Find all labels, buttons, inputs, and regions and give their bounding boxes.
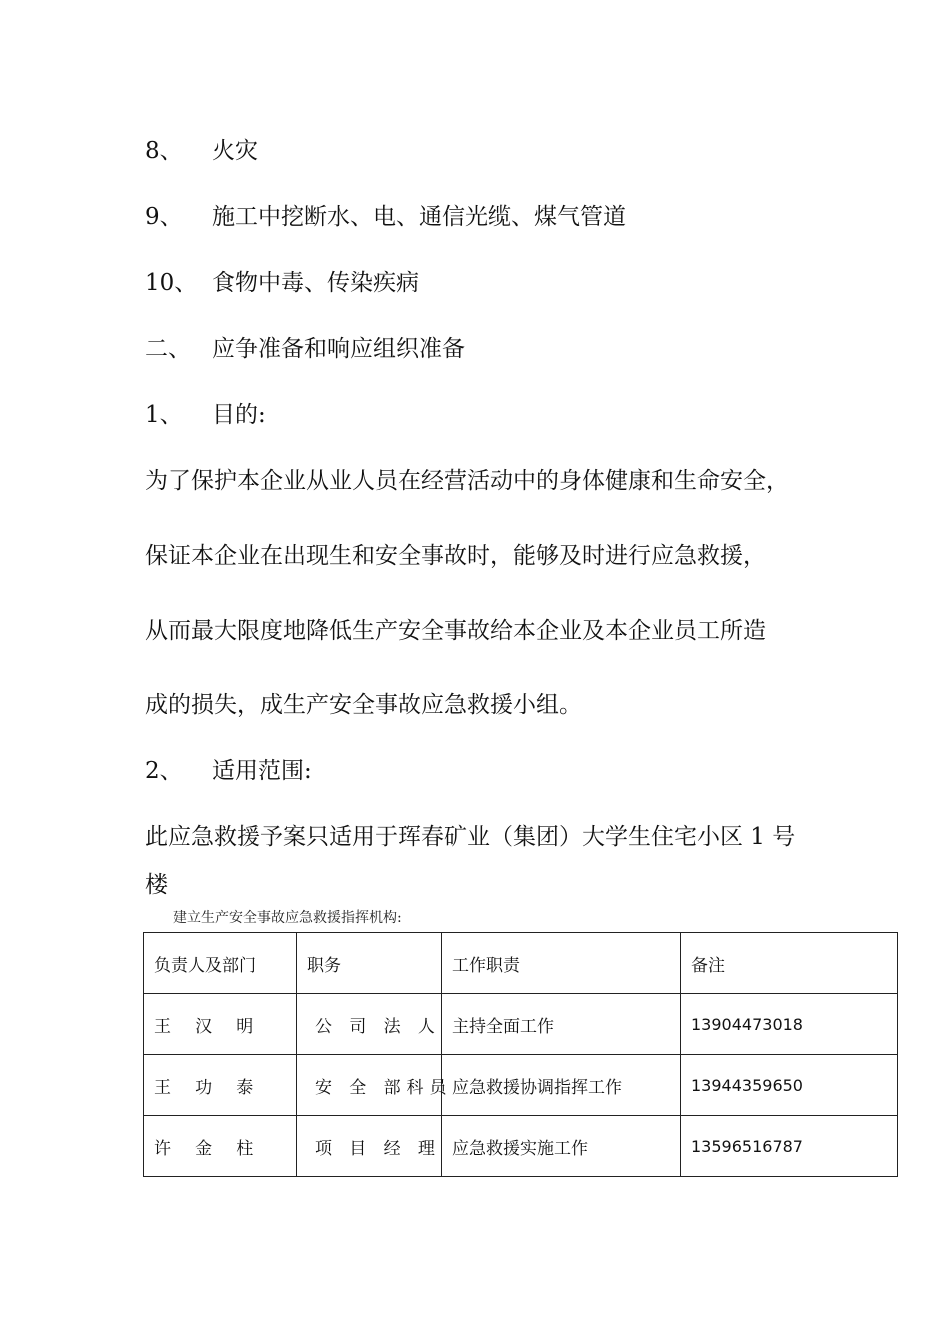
list-number: 9、 xyxy=(145,204,183,230)
command-structure-table xyxy=(143,932,898,1177)
list-number: 8、 xyxy=(145,138,183,164)
subheading-number: 2、 xyxy=(145,758,183,784)
table-header-row xyxy=(144,933,898,994)
role-cell: 安 全 部科员 xyxy=(297,1055,442,1116)
subheading-title: 目的: xyxy=(212,402,266,428)
phone-cell: 13904473018 xyxy=(681,994,898,1055)
list-text: 施工中挖断水、电、通信光缆、煤气管道 xyxy=(212,204,626,230)
list-item-9 xyxy=(145,202,626,232)
role-cell: 项 目 经 理 xyxy=(297,1116,442,1177)
subheading-title: 适用范围: xyxy=(212,758,312,784)
scope-line: 此应急救援予案只适用于珲春矿业（集团）大学生住宅小区 1 号 xyxy=(145,824,796,850)
name-cell: 许 金 柱 xyxy=(144,1116,297,1177)
name-cell: 王 功 泰 xyxy=(144,1055,297,1116)
header-cell: 工作职责 xyxy=(442,933,681,994)
table-row xyxy=(144,1116,898,1177)
subheading-number: 1、 xyxy=(145,402,183,428)
table-row xyxy=(144,1055,898,1116)
header-cell: 负责人及部门 xyxy=(144,933,297,994)
section-title: 应争准备和响应组织准备 xyxy=(212,336,465,362)
purpose-line: 保证本企业在出现生和安全事故时，能够及时进行应急救援， xyxy=(145,543,766,569)
section-heading-2 xyxy=(145,334,465,364)
header-cell: 职务 xyxy=(297,933,442,994)
duty-cell: 应急救援实施工作 xyxy=(442,1116,681,1177)
purpose-line: 成的损失，成生产安全事故应急救援小组。 xyxy=(145,692,582,718)
list-text: 火灾 xyxy=(212,138,258,164)
subheading-scope xyxy=(145,756,312,786)
list-item-10 xyxy=(145,268,419,298)
phone-cell: 13596516787 xyxy=(681,1116,898,1177)
list-item-8 xyxy=(145,136,258,166)
phone-cell: 13944359650 xyxy=(681,1055,898,1116)
scope-line: 楼 xyxy=(145,872,168,898)
role-cell: 公 司 法 人 xyxy=(297,994,442,1055)
list-number: 10、 xyxy=(145,270,198,296)
purpose-line: 为了保护本企业从业人员在经营活动中的身体健康和生命安全， xyxy=(145,468,789,494)
duty-cell: 应急救援协调指挥工作 xyxy=(442,1055,681,1116)
table-row xyxy=(144,994,898,1055)
duty-cell: 主持全面工作 xyxy=(442,994,681,1055)
section-number: 二、 xyxy=(145,336,191,362)
list-text: 食物中毒、传染疾病 xyxy=(212,270,419,296)
table-caption: 建立生产安全事故应急救援指挥机构: xyxy=(173,910,402,926)
purpose-line: 从而最大限度地降低生产安全事故给本企业及本企业员工所造 xyxy=(145,618,766,644)
name-cell: 王 汉 明 xyxy=(144,994,297,1055)
header-cell: 备注 xyxy=(681,933,898,994)
subheading-purpose xyxy=(145,400,266,430)
